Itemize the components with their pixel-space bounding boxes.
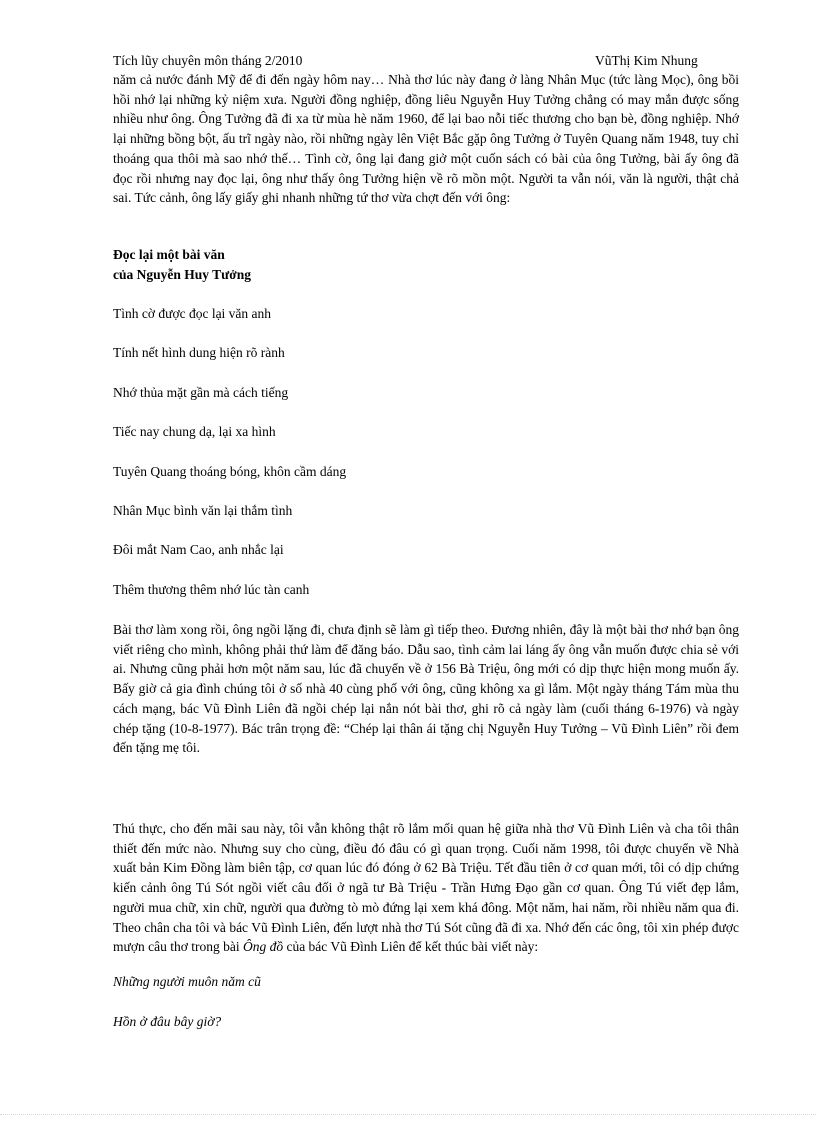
paragraph-3-text-end: của bác Vũ Đình Liên để kết thúc bài viết này: [283, 939, 539, 955]
page-bottom-edge [0, 1114, 816, 1115]
paragraph-3-text-start: Thú thực, cho đến mãi sau này, tôi vẫn không thật rõ lắm mối quan hệ giữa nhà thơ Vũ Đình Liên và cha tôi thân thiết đến mức nào. Nhưng suy cho cùng, điều đó đâu có gì quan trọng. Cuối năm 1998, tôi được chuyển về Nhà xuất bản Kim Đồng làm biên tập, cơ quan lúc đó đóng ở 62 Bà Triệu. Tết đầu tiên ở cơ quan mới, tôi có dịp chứng kiến cảnh ông Tú Sót ngồi viết câu đối ở ngã tư Bà Triệu - Trần Hưng Đạo gần cơ quan. Ông Tú viết đẹp lắm, người mua chữ, xin chữ, người qua đường tò mò đứng lại xem khá đông. Một năm, hai năm, rồi nhiều năm qua đi. Theo chân cha tôi và bác Vũ Đình Liên, đến lượt nhà thơ Tú Sót cũng đã đi xa. Nhớ đến các ông, tôi xin phép được mượn câu thơ trong bài [113, 821, 739, 955]
poem-line-2: Tính nết hình dung hiện rõ rành [113, 345, 285, 360]
poem-line-7: Đôi mắt Nam Cao, anh nhắc lại [113, 542, 284, 557]
header-left-text: Tích lũy chuyên môn tháng 2/2010 [113, 53, 303, 68]
paragraph-1: năm cả nước đánh Mỹ để đi đến ngày hôm nay… Nhà thơ lúc này đang ở làng Nhân Mục (tức làng Mọc), ông bồi hồi nhớ lại những kỷ niệm xưa. Người đồng nghiệp, đồng liêu Nguyễn Huy Tưởng chẳng có may mắn được sống nhiều như ông. Ông Tưởng đã đi xa từ mùa hè năm 1960, để lại bao nỗi tiếc thương cho bạn bè, đồng nghiệp. Nhớ lại những bồng bột, ấu trĩ ngày nào, rồi những ngày lên Việt Bắc gặp ông Tưởng ở Tuyên Quang năm 1948, tuy chỉ thoáng qua thôi mà sao nhớ thế… Tình cờ, ông lại đang giở một cuốn sách có bài của ông Tưởng, bài ấy ông đã đọc rồi nhưng nay đọc lại, ông như thấy ông Tưởng hiện về rõ mồn một. Người ta vẫn nói, văn là người, thật chả sai. Tức cảnh, ông lấy giấy ghi nhanh những tứ thơ vừa chợt đến với ông: [113, 72, 739, 206]
poem-line-6: Nhân Mục bình văn lại thắm tình [113, 503, 293, 518]
closing-line-1: Những người muôn năm cũ [113, 974, 261, 989]
poem-line-5: Tuyên Quang thoáng bóng, khôn cầm dáng [113, 464, 347, 479]
page-header [113, 52, 743, 70]
poem-line-1: Tình cờ được đọc lại văn anh [113, 306, 272, 321]
poem-line-8: Thêm thương thêm nhớ lúc tàn canh [113, 582, 310, 597]
paragraph-2: Bài thơ làm xong rồi, ông ngồi lặng đi, chưa định sẽ làm gì tiếp theo. Đương nhiên, đây là một bài thơ nhớ bạn ông viết riêng cho mình, không phải thứ làm để đăng báo. Dẫu sao, tình cảm lai láng ấy ông vẫn muốn được chia sẻ với ai. Nhưng cũng phải hơn một năm sau, lúc đã chuyển về ở 156 Bà Triệu, ông mới có dịp thực hiện mong muốn ấy. Bấy giờ cả gia đình chúng tôi ở số nhà 40 cùng phố với ông, cũng không xa gì lắm. Một ngày tháng Tám mùa thu cách mạng, bác Vũ Đình Liên đã ngồi chép lại nắn nót bài thơ, ghi rõ cả ngày làm (cuối tháng 6-1976) và ngày chép tặng (10-8-1977). Bác trân trọng đề: “Chép lại thân ái tặng chị Nguyễn Huy Tưởng – Vũ Đình Liên” rồi đem đến tặng mẹ tôi. [113, 622, 739, 756]
poem-line-4: Tiếc nay chung dạ, lại xa hình [113, 424, 276, 439]
paragraph-3 [113, 819, 739, 957]
poem-title-ong-do: Ông đồ [242, 939, 284, 955]
header-author-text: VũThị Kim Nhung [595, 53, 698, 68]
poem-title-line-2: của Nguyễn Huy Tưởng [113, 267, 251, 282]
closing-line-2: Hồn ở đâu bây giờ? [113, 1014, 222, 1029]
poem-title-line-1: Đọc lại một bài văn [113, 247, 225, 262]
poem-line-3: Nhớ thủa mặt gần mà cách tiếng [113, 385, 289, 400]
